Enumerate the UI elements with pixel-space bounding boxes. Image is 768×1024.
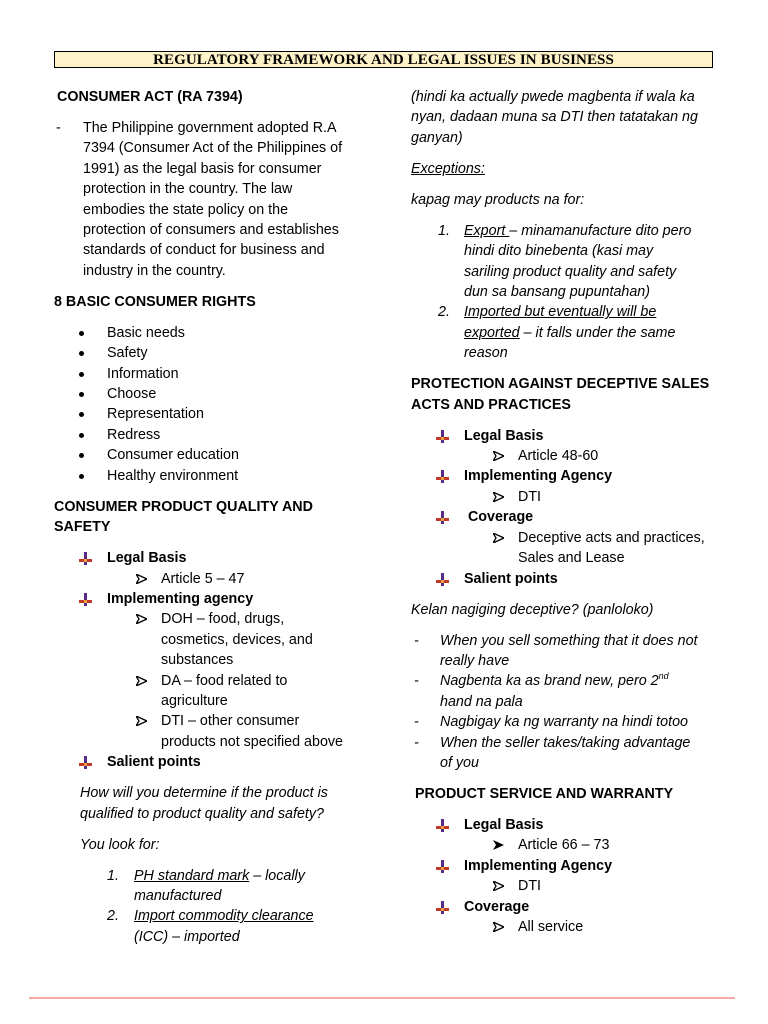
bullet-icon <box>79 392 84 397</box>
warranty-heading: PRODUCT SERVICE AND WARRANTY <box>411 785 674 802</box>
text-line: of you <box>440 754 479 771</box>
agency-da <box>54 671 364 712</box>
arrow-bullet-icon <box>136 716 147 726</box>
kelan-text: Kelan nagiging deceptive? (panloloko) <box>411 601 654 618</box>
superscript: nd <box>658 671 669 682</box>
bullet-icon <box>79 474 84 479</box>
bullet-icon <box>79 372 84 377</box>
cross-bullet-icon <box>79 756 92 769</box>
text-line: products not specified above <box>161 733 344 750</box>
text-line: ganyan) <box>411 129 463 146</box>
salient-points-item <box>411 569 716 589</box>
text-span: – it falls under the same <box>519 324 676 341</box>
cross-bullet-icon <box>436 470 449 483</box>
text-span: – locally <box>249 867 305 884</box>
cross-bullet-icon <box>436 511 449 524</box>
salient-label: Salient points <box>107 754 201 771</box>
text-line: embodies the state policy on the <box>83 201 289 218</box>
quality-safety-heading: CONSUMER PRODUCT QUALITY AND SAFETY <box>54 498 313 536</box>
underlined-term: Imported but eventually will be <box>464 304 657 321</box>
underlined-term: Export <box>464 222 510 239</box>
question-paragraph <box>54 783 364 824</box>
list-item <box>411 733 716 774</box>
coverage-item <box>411 897 716 917</box>
text-line: (ICC) – imported <box>134 928 240 945</box>
list-item <box>54 866 364 907</box>
agency-value <box>411 487 716 507</box>
legal-basis-value <box>411 835 716 855</box>
dash-marker: - <box>56 120 61 136</box>
heading-line: PROTECTION AGAINST DECEPTIVE SALES <box>411 376 710 393</box>
arrow-bullet-icon <box>493 492 504 502</box>
list-item <box>411 221 716 303</box>
list-item-label: Representation <box>107 406 204 423</box>
cross-bullet-icon <box>436 860 449 873</box>
value-text: Article 48-60 <box>518 448 599 465</box>
text-line: DTI – other consumer <box>161 713 300 730</box>
text-line: protection of consumers and establishes <box>83 222 339 239</box>
legal-basis-value <box>411 446 716 466</box>
text-line: sariling product quality and safety <box>464 263 677 280</box>
text-line: DA – food related to <box>161 672 288 689</box>
text-line: reason <box>464 345 508 362</box>
list-item <box>54 466 364 486</box>
agency-dti <box>54 711 364 752</box>
text-line: substances <box>161 652 234 669</box>
dash-marker: - <box>414 632 419 649</box>
text-line: agriculture <box>161 692 228 709</box>
arrow-bullet-icon <box>493 840 504 850</box>
text-span: – minamanufacture dito pero <box>509 222 692 239</box>
arrow-bullet-icon <box>493 922 504 932</box>
text-line: nyan, dadaan muna sa DTI then tatatakan ng <box>411 109 698 126</box>
document-title: REGULATORY FRAMEWORK AND LEGAL ISSUES IN BUSINESS <box>54 51 713 68</box>
list-item-label: Choose <box>107 386 157 403</box>
text-line: Deceptive acts and practices, <box>518 529 705 546</box>
implementing-agency-item <box>411 856 716 876</box>
list-item <box>54 343 364 363</box>
arrow-bullet-icon <box>493 451 504 461</box>
legal-basis-label: Legal Basis <box>107 550 187 567</box>
value-text: Article 5 – 47 <box>161 570 245 587</box>
list-number: 1. <box>438 222 450 239</box>
value-text: DTI <box>518 488 542 505</box>
text-line: How will you determine if the product is <box>80 785 328 802</box>
agency-label: Implementing Agency <box>464 468 613 485</box>
salient-label: Salient points <box>464 570 558 587</box>
list-item <box>54 364 364 384</box>
list-item <box>411 671 716 712</box>
page-footer-line <box>29 997 735 999</box>
list-item-label: Information <box>107 365 179 382</box>
heading-line: ACTS AND PRACTICES <box>411 396 571 413</box>
agency-value <box>411 876 716 896</box>
list-item-label: Healthy environment <box>107 467 239 484</box>
kapag-text: kapag may products na for: <box>411 191 585 208</box>
bullet-icon <box>79 412 84 417</box>
list-item <box>411 302 716 363</box>
coverage-value <box>411 528 716 569</box>
list-item <box>54 906 364 947</box>
dash-marker: - <box>414 714 419 731</box>
arrow-bullet-icon <box>493 533 504 543</box>
text-line: cosmetics, devices, and <box>161 631 313 648</box>
bullet-icon <box>79 453 84 458</box>
legal-basis-item <box>54 548 364 568</box>
list-item-label: Consumer education <box>107 447 239 464</box>
text-line: really have <box>440 652 510 669</box>
text-line: dun sa bansang pupuntahan) <box>464 284 651 301</box>
bullet-icon <box>79 433 84 438</box>
text-line: qualified to product quality and safety? <box>80 805 325 822</box>
list-item <box>54 445 364 465</box>
bullet-icon <box>79 331 84 336</box>
list-number: 1. <box>107 867 119 884</box>
underlined-term: exported <box>464 324 520 341</box>
text-line: hand na pala <box>440 693 523 710</box>
list-item <box>411 631 716 672</box>
text-line: manufactured <box>134 887 222 904</box>
text-line: protection in the country. The law <box>83 181 293 198</box>
list-item <box>54 384 364 404</box>
arrow-bullet-icon <box>493 881 504 891</box>
legal-basis-label: Legal Basis <box>464 427 544 444</box>
deceptive-heading <box>411 374 716 415</box>
coverage-label: Coverage <box>464 509 534 526</box>
dash-marker: - <box>414 734 419 751</box>
rights-list <box>54 323 364 486</box>
text-line: standards of conduct for business and <box>83 242 325 259</box>
text-line: DOH – food, drugs, <box>161 611 285 628</box>
cross-bullet-icon <box>436 573 449 586</box>
cross-bullet-icon <box>79 552 92 565</box>
legal-basis-value <box>54 569 364 589</box>
list-item <box>411 712 716 732</box>
agency-label: Implementing Agency <box>464 857 613 874</box>
rights-heading: 8 BASIC CONSUMER RIGHTS <box>54 293 256 310</box>
list-number: 2. <box>438 304 450 321</box>
deceptive-list <box>411 631 716 774</box>
agency-doh <box>54 609 364 670</box>
coverage-label: Coverage <box>464 898 530 915</box>
list-item <box>54 404 364 424</box>
value-text: DTI <box>518 878 542 895</box>
text-line: The Philippine government adopted R.A <box>83 120 337 136</box>
list-item <box>54 323 364 343</box>
intro-paragraph <box>411 87 716 148</box>
underlined-term: Import commodity clearance <box>134 908 314 925</box>
text-line: hindi dito binebenta (kasi may <box>464 243 654 260</box>
cross-bullet-icon <box>436 430 449 443</box>
text-span: Nagbenta ka as brand new, pero 2 <box>440 673 659 690</box>
dash-marker: - <box>414 673 419 690</box>
exceptions-heading: Exceptions: <box>411 160 485 177</box>
value-text: Article 66 – 73 <box>518 837 610 854</box>
coverage-value <box>411 917 716 937</box>
text-line: When the seller takes/taking advantage <box>440 734 691 751</box>
text-line: (hindi ka actually pwede magbenta if wala ka <box>411 89 695 105</box>
text-line: 7394 (Consumer Act of the Philippines of <box>83 140 343 157</box>
arrow-bullet-icon <box>136 676 147 686</box>
arrow-bullet-icon <box>136 574 147 584</box>
list-item <box>54 425 364 445</box>
cross-bullet-icon <box>436 819 449 832</box>
you-look-for: You look for: <box>80 836 160 853</box>
arrow-bullet-icon <box>136 614 147 624</box>
left-column <box>54 87 364 947</box>
text-line: 1991) as the legal basis for consumer <box>83 160 322 177</box>
consumer-act-heading: CONSUMER ACT (RA 7394) <box>57 89 243 105</box>
text-line: When you sell something that it does not <box>440 632 698 649</box>
cross-bullet-icon <box>436 901 449 914</box>
underlined-term: PH standard mark <box>134 867 250 884</box>
text-line: industry in the country. <box>83 262 226 279</box>
legal-basis-label: Legal Basis <box>464 816 544 833</box>
list-number: 2. <box>107 908 119 925</box>
legal-basis-item <box>411 815 716 835</box>
coverage-item <box>411 507 716 527</box>
text-line: Sales and Lease <box>518 550 625 567</box>
implementing-agency-item <box>54 589 364 609</box>
legal-basis-item <box>411 426 716 446</box>
right-column <box>411 87 716 937</box>
list-item-label: Basic needs <box>107 324 185 341</box>
salient-points-item <box>54 752 364 772</box>
value-text: All service <box>518 918 584 935</box>
list-item-label: Safety <box>107 345 148 362</box>
cross-bullet-icon <box>79 593 92 606</box>
agency-label: Implementing agency <box>107 590 254 607</box>
implementing-agency-item <box>411 466 716 486</box>
consumer-act-paragraph <box>54 118 364 281</box>
list-item-label: Redress <box>107 426 161 443</box>
bullet-icon <box>79 351 84 356</box>
text-line: Nagbigay ka ng warranty na hindi totoo <box>440 714 688 731</box>
